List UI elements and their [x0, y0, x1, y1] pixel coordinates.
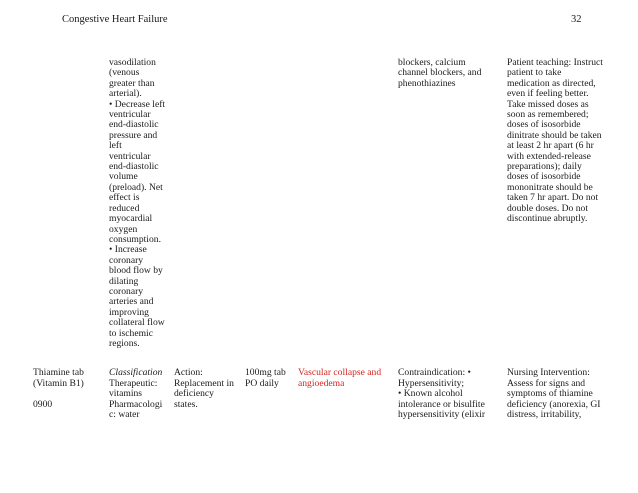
contraindication-line: hypersensitivity (elixir	[398, 409, 486, 421]
mechanism-line: regions.	[109, 337, 140, 349]
nursing-line: discontinue abruptly.	[507, 213, 588, 225]
running-header-title: Congestive Heart Failure	[62, 14, 168, 25]
action-line: deficiency	[174, 388, 214, 400]
mechanism-line: reduced	[109, 202, 140, 214]
nursing-line: doses of isosorbide	[507, 119, 581, 131]
mechanism-line: to ischemic	[109, 327, 153, 339]
side-effect-line: angioedema	[298, 377, 345, 389]
contraindication-line: • Known alcohol	[398, 388, 463, 400]
mechanism-line: • Decrease left	[109, 98, 166, 110]
nursing-line: symptoms of thiamine	[507, 388, 593, 400]
mechanism-line: vasodilation	[109, 57, 156, 68]
page-number: 32	[571, 14, 582, 25]
thiamine-side-effects-cell	[298, 368, 381, 389]
mechanism-line: myocardial	[109, 213, 153, 225]
mechanism-line: consumption.	[109, 233, 161, 245]
nursing-line: soon as remembered;	[507, 109, 589, 121]
nursing-line: Nursing Intervention:	[507, 367, 590, 378]
contraindication-line: intolerance or bisulfite	[398, 398, 485, 410]
drug-alias: (Vitamin B1)	[33, 377, 84, 389]
mechanism-line: improving	[109, 306, 149, 318]
nursing-line: at least 2 hr apart (6 hr	[507, 140, 594, 152]
action-line: states.	[174, 398, 198, 410]
nursing-line: even if feeling better.	[507, 88, 589, 100]
side-effect-line: Vascular collapse and	[298, 367, 382, 378]
classification-line: Therapeutic:	[109, 377, 158, 389]
nursing-line: mononitrate should be	[507, 181, 593, 193]
nursing-line: dinitrate should be taken	[507, 129, 602, 141]
nursing-line: medication as directed,	[507, 77, 596, 89]
nursing-line: doses of isosorbide	[507, 171, 581, 183]
contraindication-line: Contraindication: •	[398, 367, 471, 378]
thiamine-dose-cell	[245, 368, 286, 389]
nursing-line: deficiency (anorexia, GI	[507, 398, 601, 410]
mechanism-line: • Increase	[109, 244, 147, 256]
mechanism-line: collateral flow	[109, 317, 165, 329]
mechanism-line: pressure and	[109, 129, 158, 141]
nursing-line: preparations); daily	[507, 161, 582, 173]
mechanism-line: ventricular	[109, 150, 151, 162]
mechanism-line: arterial).	[109, 88, 142, 100]
nursing-line: with extended-release	[507, 150, 591, 162]
contraindication-line: Hypersensitivity;	[398, 377, 465, 389]
mechanism-line: (venous	[109, 67, 140, 79]
dose-line: PO daily	[245, 377, 279, 389]
nursing-line: Patient teaching: Instruct	[507, 57, 603, 68]
contraindication-line: blockers, calcium	[398, 57, 466, 68]
thiamine-action-cell	[174, 368, 234, 410]
mechanism-line: volume	[109, 171, 138, 183]
mechanism-line: left	[109, 140, 122, 152]
mechanism-line: coronary	[109, 285, 144, 297]
thiamine-drug-cell	[33, 368, 84, 410]
mechanism-line: greater than	[109, 77, 155, 89]
mechanism-line: dilating	[109, 275, 139, 287]
nursing-line: patient to take	[507, 67, 562, 79]
nursing-column	[507, 58, 603, 225]
contraindications-column	[398, 58, 481, 89]
mechanism-line: end-diastolic	[109, 119, 159, 131]
nursing-line: Take missed doses as	[507, 98, 589, 110]
mechanism-line: oxygen	[109, 223, 138, 235]
mechanism-line: end-diastolic	[109, 161, 159, 173]
action-line: Replacement in	[174, 377, 234, 389]
action-line: Action:	[174, 367, 203, 378]
drug-time: 0900	[33, 398, 53, 410]
classification-line: c: water	[109, 409, 140, 421]
classification-line: vitamins	[109, 388, 143, 400]
mechanism-line: (preload). Net	[109, 181, 163, 193]
drug-name: Thiamine tab	[33, 367, 84, 378]
mechanism-column	[109, 58, 165, 349]
mechanism-line: arteries and	[109, 296, 154, 308]
thiamine-classification-cell	[109, 368, 162, 421]
nursing-line: Assess for signs and	[507, 377, 586, 389]
classification-line: Pharmacologi	[109, 398, 163, 410]
nursing-line: distress, irritability,	[507, 409, 582, 421]
mechanism-line: ventricular	[109, 109, 151, 121]
contraindication-line: phenothiazines	[398, 77, 456, 89]
mechanism-line: blood flow by	[109, 265, 163, 277]
thiamine-contraindications-cell	[398, 368, 485, 421]
thiamine-nursing-cell	[507, 368, 601, 421]
mechanism-line: effect is	[109, 192, 140, 204]
nursing-line: taken 7 hr apart. Do not	[507, 192, 599, 204]
classification-heading: Classification	[109, 367, 163, 378]
nursing-line: double doses. Do not	[507, 202, 589, 214]
mechanism-line: coronary	[109, 254, 144, 266]
dose-line: 100mg tab	[245, 367, 286, 378]
contraindication-line: channel blockers, and	[398, 67, 482, 79]
